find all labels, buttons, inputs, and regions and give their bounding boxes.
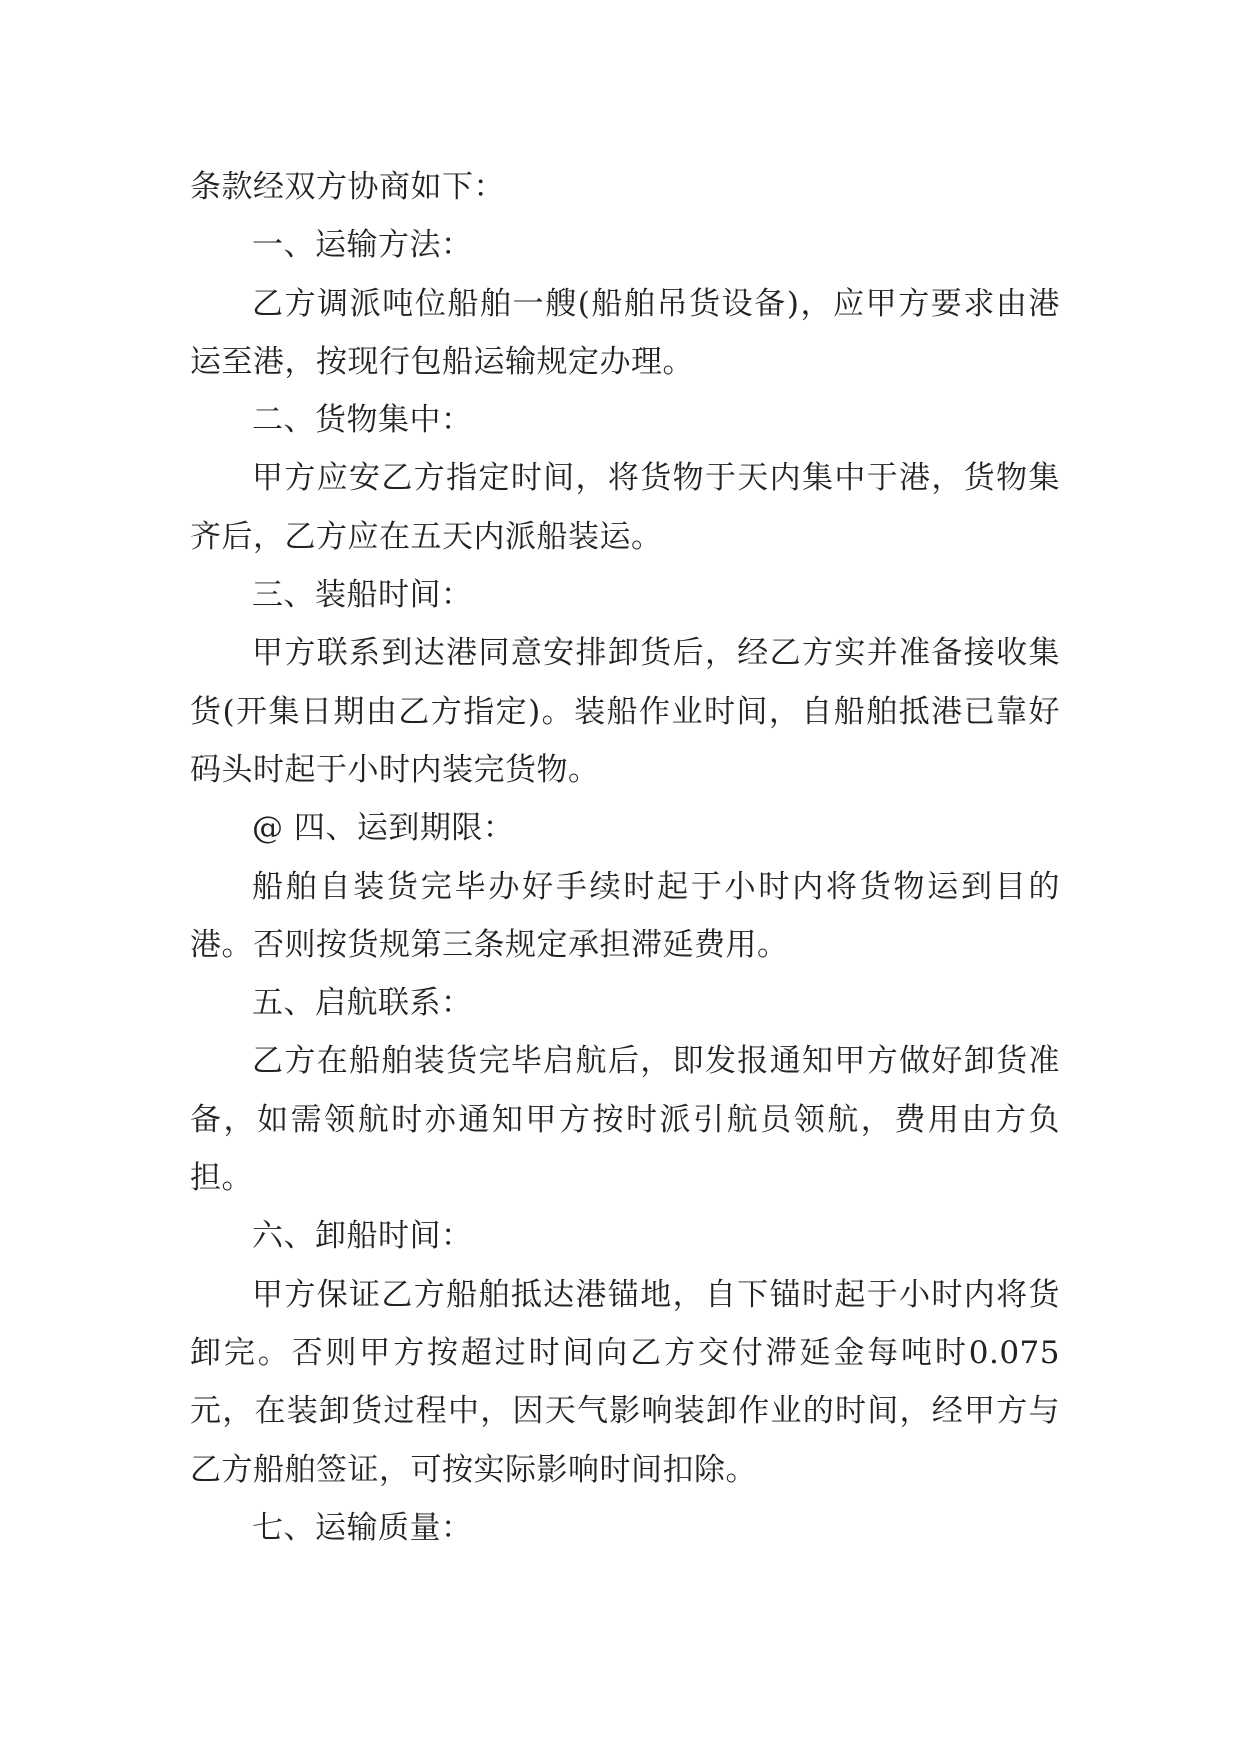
section-body-transport-method: 乙方调派吨位船舶一艘(船舶吊货设备)，应甲方要求由港运至港，按现行包船运输规定办理。 — [190, 285, 1060, 380]
section-body-departure-contact: 乙方在船舶装货完毕启航后，即发报通知甲方做好卸货准备，如需领航时亦通知甲方按时派引航员领航，费用由方负担。 — [190, 1043, 1060, 1197]
section-heading-loading-time: 三、装船时间： — [252, 577, 473, 614]
section-body-unloading-time: 甲方保证乙方船舶抵达港锚地，自下锚时起于小时内将货卸完。否则甲方按超过时间向乙方交付滞延金每吨时0.075元，在装卸货过程中，因天气影响装卸作业的时间，经甲方与乙方船舶签证，可按实际影响时间扣除。 — [190, 1276, 1060, 1488]
document-body — [190, 158, 1060, 1557]
section-heading-departure-contact: 五、启航联系： — [252, 985, 473, 1022]
section-body-loading-time: 甲方联系到达港同意安排卸货后，经乙方实并准备接收集货(开集日期由乙方指定)。装船作业时间，自船舶抵港已靠好码头时起于小时内装完货物。 — [190, 635, 1060, 788]
section-body-delivery-deadline: 船舶自装货完毕办好手续时起于小时内将货物运到目的港。否则按货规第三条规定承担滞延费用。 — [190, 868, 1060, 963]
intro-paragraph: 条款经双方协商如下： — [190, 169, 505, 205]
section-heading-delivery-deadline: @ 四、运到期限： — [252, 810, 515, 847]
section-heading-cargo-concentration: 二、货物集中： — [252, 402, 473, 439]
section-heading-transport-quality: 七、运输质量： — [252, 1509, 473, 1546]
section-heading-unloading-time: 六、卸船时间： — [252, 1218, 473, 1255]
section-body-cargo-concentration: 甲方应安乙方指定时间，将货物于天内集中于港，货物集齐后，乙方应在五天内派船装运。 — [190, 460, 1060, 555]
section-heading-transport-method: 一、运输方法： — [252, 227, 473, 264]
